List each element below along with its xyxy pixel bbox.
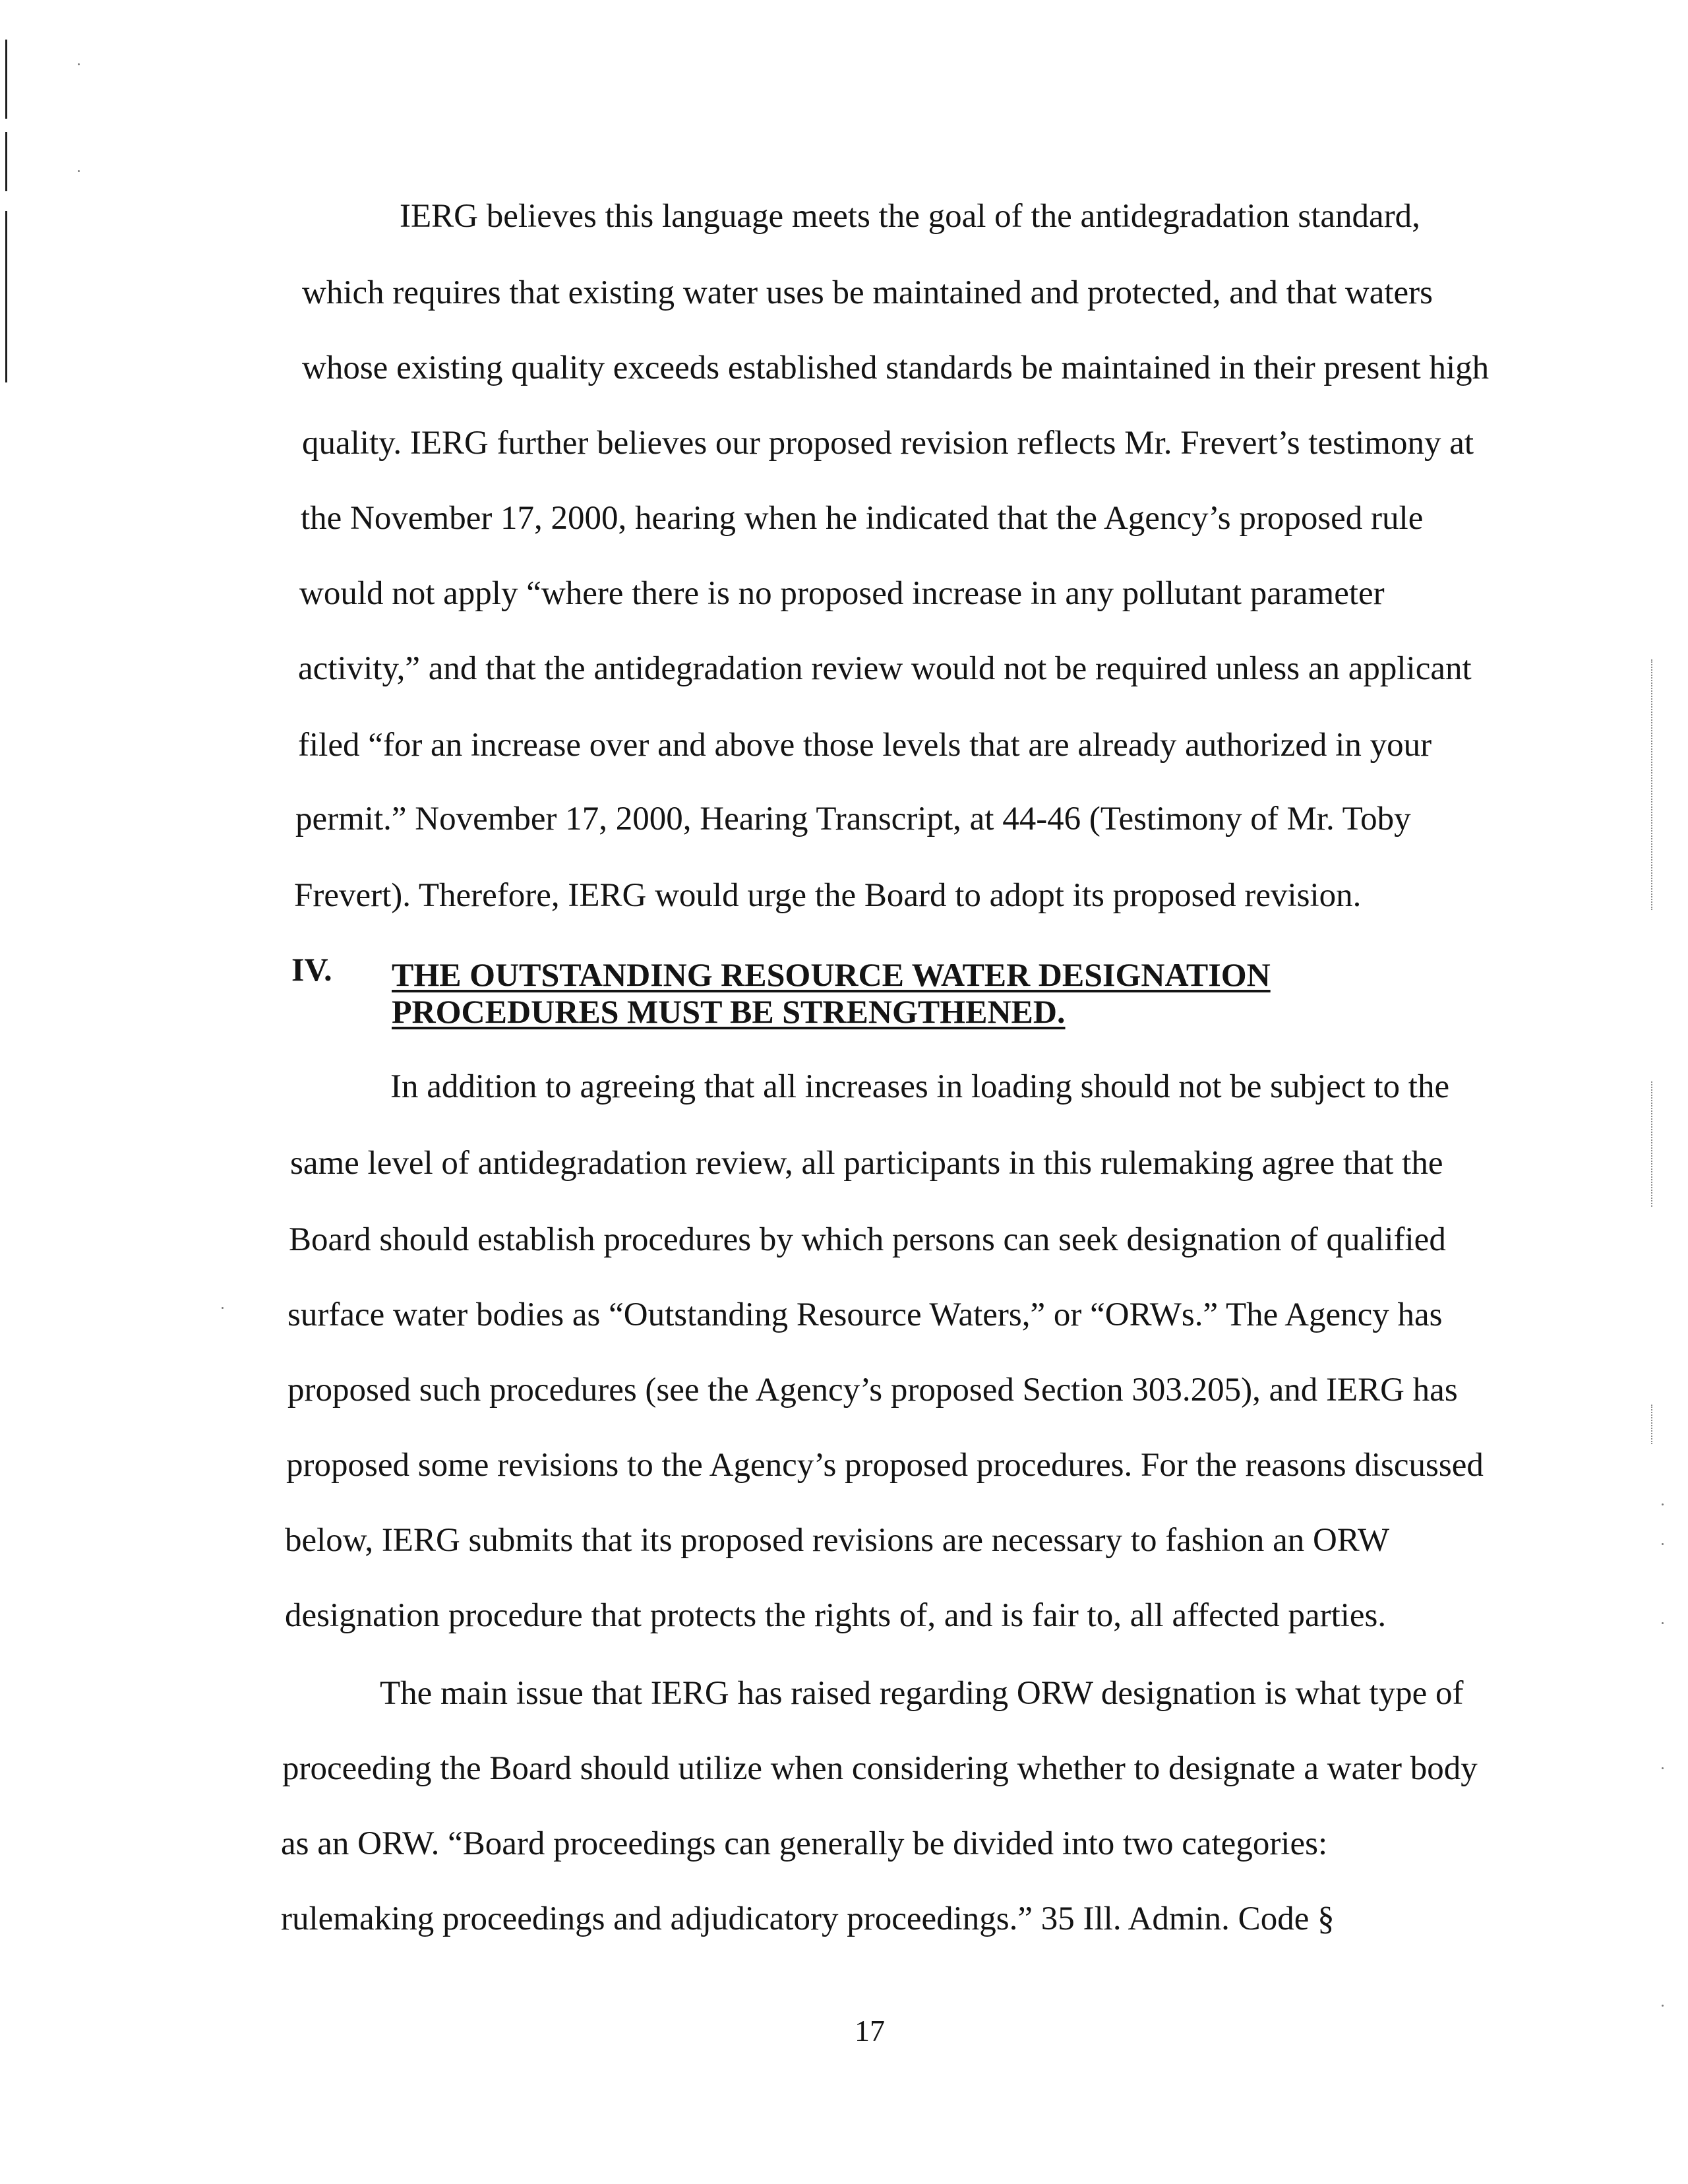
body-text-line: same level of antidegradation review, all participants in this rulemaking agree that the: [290, 1145, 1443, 1182]
section-heading-line: PROCEDURES MUST BE STRENGTHENED.: [392, 993, 1066, 1030]
body-text-line: filed “for an increase over and above those levels that are already authorized in your: [298, 727, 1432, 764]
body-text-line: Board should establish procedures by which persons can seek designation of qualified: [289, 1221, 1446, 1258]
body-text-line: proceeding the Board should utilize when considering whether to designate a water body: [282, 1750, 1478, 1787]
scan-speck: [1662, 2005, 1664, 2007]
scan-speck: [78, 63, 80, 65]
section-number: IV.: [291, 951, 332, 988]
body-text-line: designation procedure that protects the rights of, and is fair to, all affected parties.: [285, 1597, 1387, 1634]
scan-speck: [1662, 1543, 1664, 1545]
body-text-line: quality. IERG further believes our proposed revision reflects Mr. Frevert’s testimony at: [302, 425, 1474, 462]
body-text-line: rulemaking proceedings and adjudicatory proceedings.” 35 Ill. Admin. Code §: [281, 1900, 1335, 1937]
body-text-line: IERG believes this language meets the goal of the antidegradation standard,: [400, 198, 1420, 235]
scan-edge-mark: [5, 211, 7, 382]
scan-edge-mark: [5, 40, 7, 119]
body-text-line: In addition to agreeing that all increases in loading should not be subject to the: [390, 1068, 1450, 1105]
scan-speck: [78, 170, 80, 172]
scan-edge-mark: [1651, 1405, 1652, 1444]
body-text-line: as an ORW. “Board proceedings can generally be divided into two categories:: [281, 1825, 1328, 1862]
scan-speck: [222, 1307, 224, 1309]
body-text-line: The main issue that IERG has raised regarding ORW designation is what type of: [380, 1675, 1464, 1712]
page-number: 17: [855, 2014, 885, 2048]
body-text-line: the November 17, 2000, hearing when he indicated that the Agency’s proposed rule: [301, 500, 1424, 537]
scan-edge-mark: [1651, 1081, 1652, 1207]
scan-speck: [1662, 1622, 1664, 1624]
scan-speck: [1662, 1767, 1664, 1769]
body-text-line: whose existing quality exceeds established standards be maintained in their present high: [302, 349, 1490, 386]
body-text-line: Frevert). Therefore, IERG would urge the Board to adopt its proposed revision.: [294, 877, 1362, 914]
body-text-line: would not apply “where there is no proposed increase in any pollutant parameter: [299, 575, 1385, 612]
body-text-line: proposed some revisions to the Agency’s proposed procedures. For the reasons discussed: [286, 1447, 1484, 1484]
body-text-line: which requires that existing water uses be maintained and protected, and that waters: [302, 274, 1433, 311]
section-heading-line: THE OUTSTANDING RESOURCE WATER DESIGNATION: [392, 956, 1271, 993]
scan-edge-mark: [1651, 659, 1652, 910]
body-text-line: below, IERG submits that its proposed revisions are necessary to fashion an ORW: [285, 1522, 1390, 1559]
body-text-line: proposed such procedures (see the Agency’s proposed Section 303.205), and IERG has: [287, 1372, 1458, 1409]
scan-edge-mark: [5, 132, 7, 191]
body-text-line: surface water bodies as “Outstanding Resource Waters,” or “ORWs.” The Agency has: [287, 1296, 1443, 1333]
body-text-line: permit.” November 17, 2000, Hearing Transcript, at 44-46 (Testimony of Mr. Toby: [295, 801, 1411, 837]
body-text-line: activity,” and that the antidegradation review would not be required unless an applicant: [298, 650, 1472, 687]
scan-speck: [1662, 1503, 1664, 1505]
